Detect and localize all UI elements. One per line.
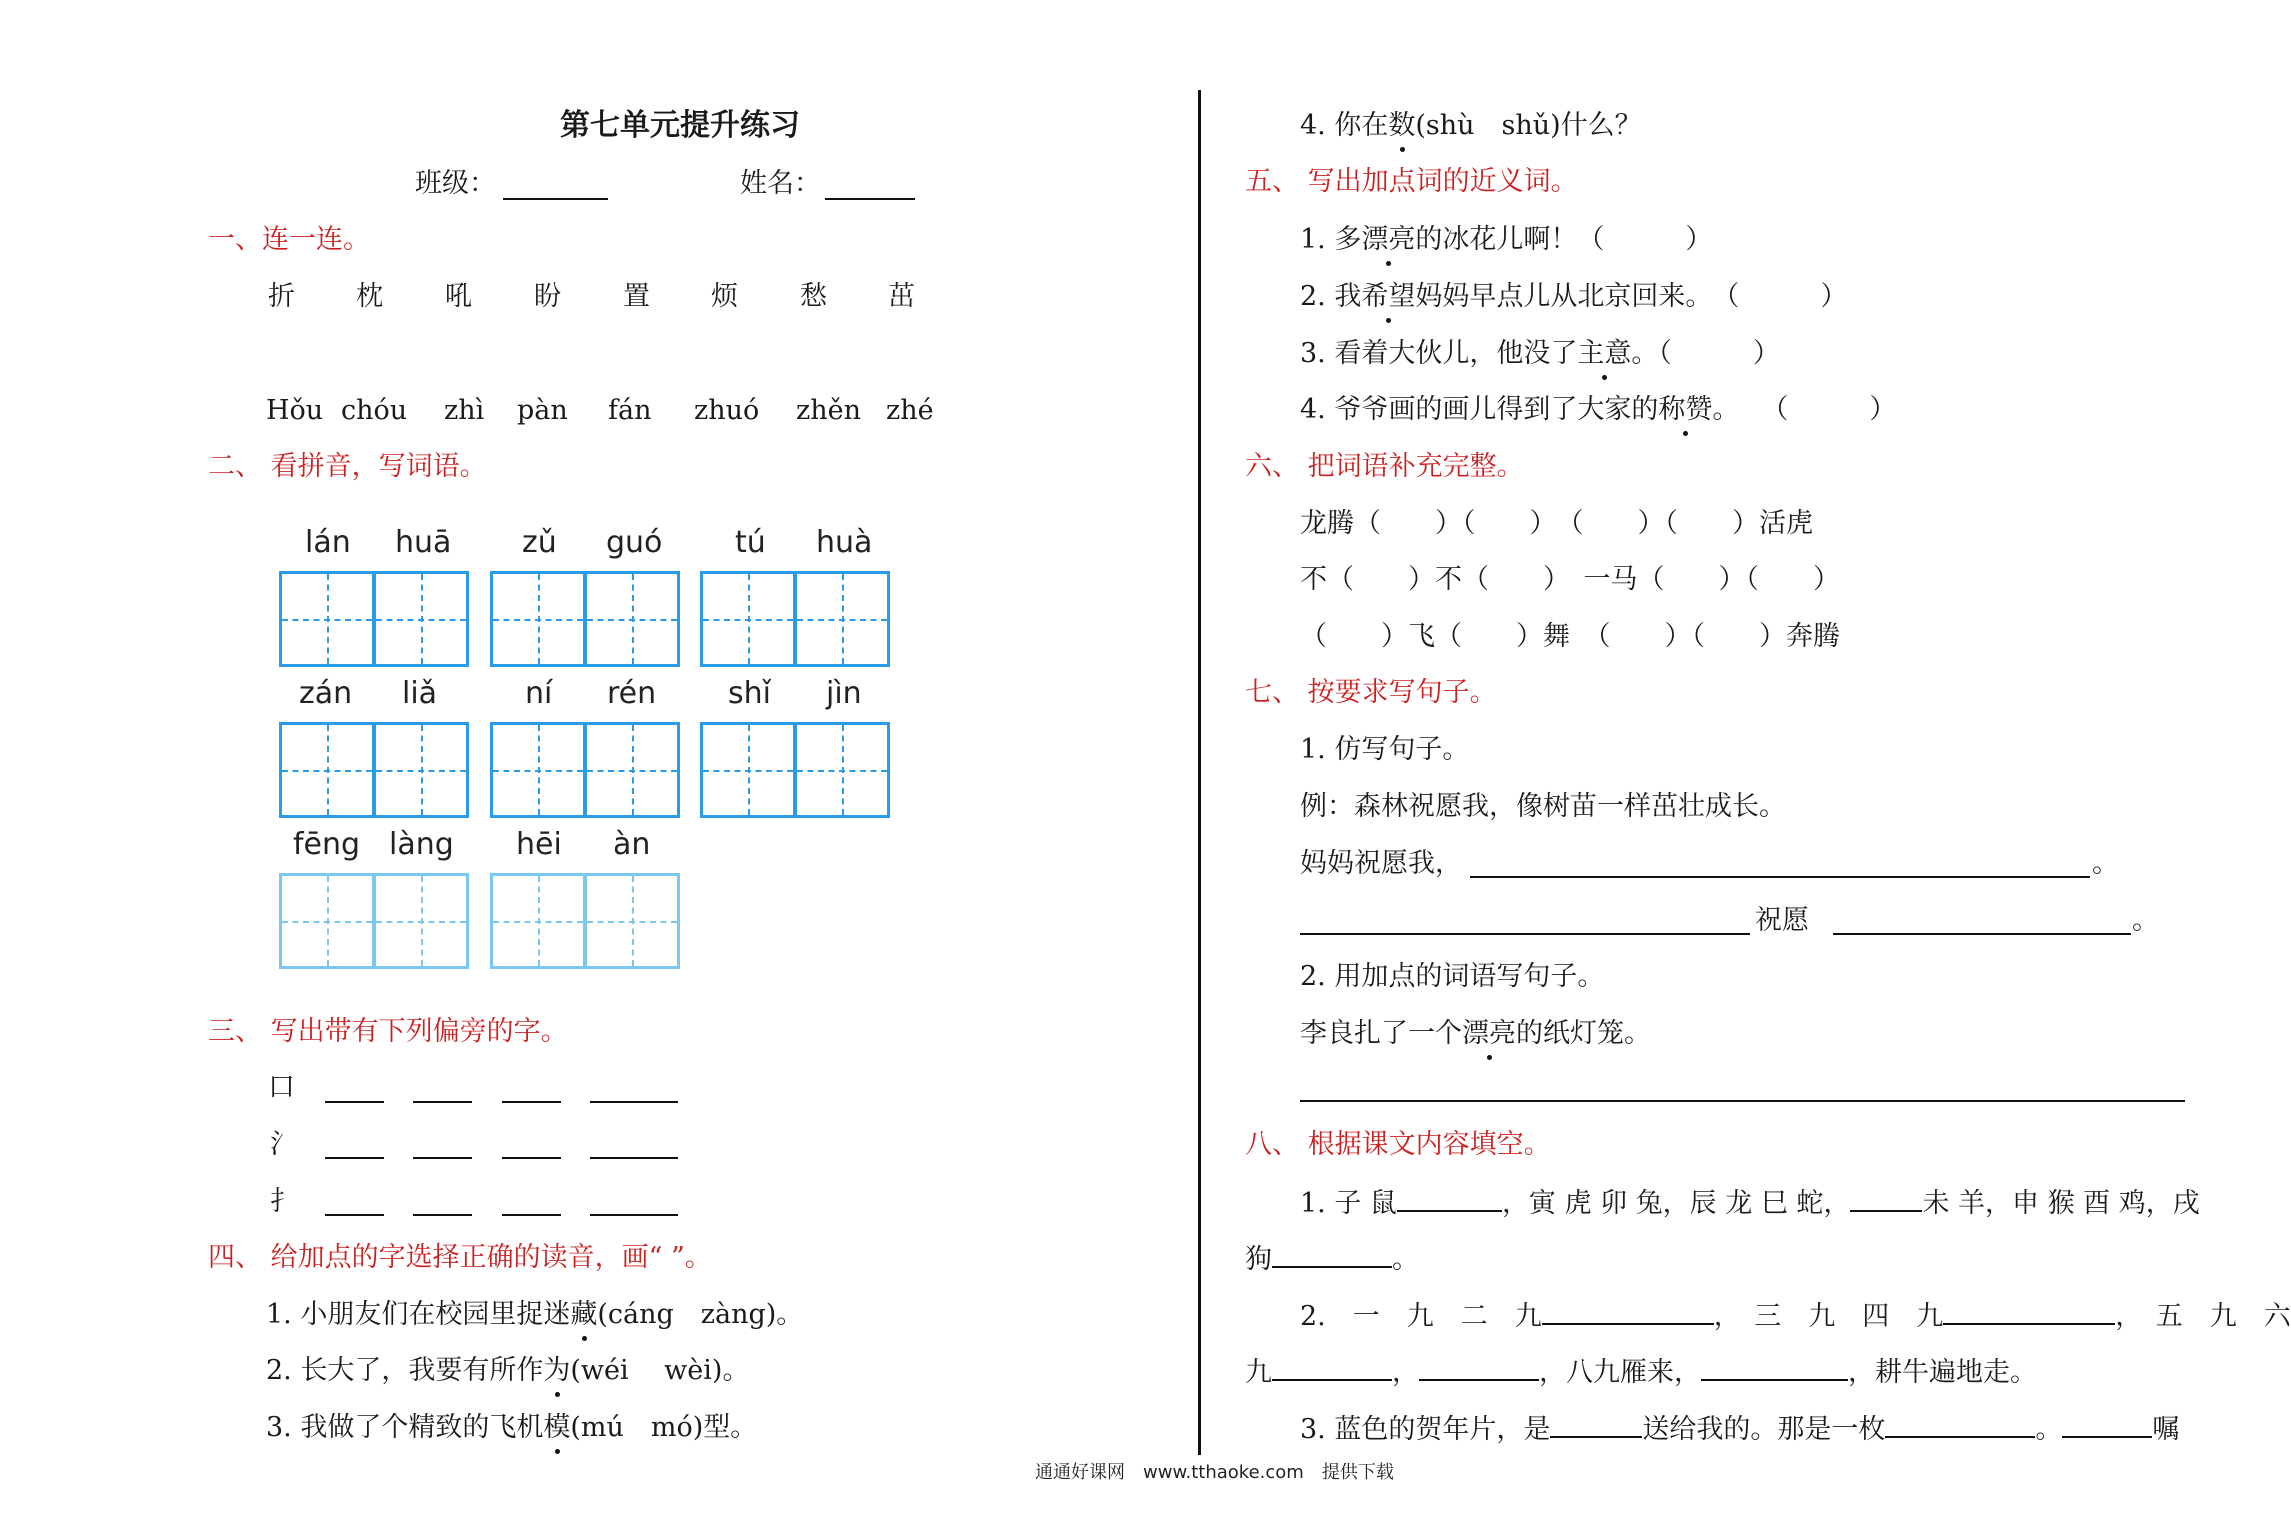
fill-text: 3. 蓝色的贺年片，是 <box>1300 1414 1551 1445</box>
dotted-word: 主意 <box>1577 336 1631 372</box>
example-sentence: 例：森林祝愿我，像树苗一样茁壮成长。 <box>1300 791 1786 822</box>
radical-label: 扌 <box>270 1186 297 1217</box>
question-5-3 <box>1300 336 1780 372</box>
fill-line-3 <box>1300 1410 2179 1448</box>
answer-blank[interactable] <box>590 1075 678 1103</box>
question-4-2 <box>266 1353 749 1389</box>
connect-char[interactable]: 盼 <box>534 281 561 312</box>
connect-char[interactable]: 愁 <box>800 281 827 312</box>
section-1-heading: 一、连一连。 <box>208 224 370 255</box>
idiom-row-1[interactable]: 龙腾（ ）（ ） （ ）（ ）活虎 <box>1300 508 1813 539</box>
pinyin-label: liǎ <box>402 676 438 711</box>
question-7-2: 2. 用加点的词语写句子。 <box>1300 961 1605 992</box>
dotted-word: 称赞 <box>1658 392 1712 428</box>
period-mark: 。 <box>2132 905 2159 936</box>
fill-line-2 <box>1300 1297 2291 1335</box>
dotted-char: 为 <box>543 1353 570 1389</box>
pinyin-label: huà <box>816 525 873 560</box>
fill-text: 嘱 <box>2152 1414 2180 1445</box>
question-5-1 <box>1300 222 1712 258</box>
answer-blank[interactable] <box>413 1075 472 1103</box>
answer-blank[interactable] <box>413 1131 472 1159</box>
connect-char[interactable]: 折 <box>268 281 295 312</box>
connect-pinyin[interactable]: Hǒu <box>266 395 324 426</box>
section-2-heading: 二、 看拼音，写词语。 <box>208 451 487 482</box>
answer-blank[interactable] <box>502 1075 561 1103</box>
section-6-heading: 六、 把词语补充完整。 <box>1245 451 1524 482</box>
question-4-4 <box>1300 108 1642 144</box>
question-text: 3. 我做了个精致的飞机 <box>266 1412 544 1443</box>
question-text: 2. 长大了，我要有所作 <box>266 1355 544 1386</box>
column-divider <box>1198 90 1201 1455</box>
writing-grid-cell[interactable] <box>373 722 469 818</box>
pinyin-label: huā <box>395 525 452 560</box>
name-label: 姓名： <box>740 168 821 199</box>
writing-grid-cell[interactable] <box>700 571 796 667</box>
sentence-prompt <box>1300 1016 1651 1052</box>
connect-pinyin[interactable]: zhěn <box>796 395 861 426</box>
question-text: 4. 你在 <box>1300 110 1389 141</box>
idiom-row-3[interactable]: （ ）飞（ ）舞 （ ）（ ）奔腾 <box>1300 621 1840 652</box>
answer-blank[interactable] <box>325 1075 384 1103</box>
answer-blank[interactable] <box>1885 1410 2035 1438</box>
fill-text: 九 <box>1245 1357 1272 1388</box>
question-5-4 <box>1300 392 1896 428</box>
answer-blank[interactable] <box>325 1131 384 1159</box>
reading-options[interactable]: (mú mó)型。 <box>570 1412 758 1443</box>
dotted-char: 藏 <box>570 1297 597 1333</box>
period-mark: 。 <box>2092 848 2119 879</box>
writing-grid-cell[interactable] <box>794 722 890 818</box>
answer-blank[interactable] <box>502 1188 561 1216</box>
connect-pinyin[interactable]: zhuó <box>694 395 760 426</box>
answer-blank[interactable] <box>1850 1184 1922 1212</box>
dotted-char: 模 <box>543 1410 570 1446</box>
answer-blank[interactable] <box>1550 1410 1642 1438</box>
answer-blank[interactable] <box>1943 1297 2115 1325</box>
writing-grid-cell[interactable] <box>584 722 680 818</box>
answer-bracket[interactable]: 的冰花儿啊！（ ） <box>1415 224 1713 255</box>
pinyin-label: shǐ <box>728 676 771 711</box>
imitation-line-start: 妈妈祝愿我， <box>1300 848 1462 879</box>
fill-text: ，耕牛遍地走。 <box>1848 1357 2037 1388</box>
section-3-heading: 三、 写出带有下列偏旁的字。 <box>208 1016 568 1047</box>
question-7-1: 1. 仿写句子。 <box>1300 734 1470 765</box>
answer-blank[interactable] <box>2062 1410 2152 1438</box>
answer-blank[interactable] <box>590 1188 678 1216</box>
reading-options[interactable]: (cáng zàng)。 <box>597 1299 804 1330</box>
name-blank[interactable] <box>825 172 915 200</box>
pinyin-label: tú <box>735 525 766 560</box>
question-5-2 <box>1300 279 1847 315</box>
writing-grid-cell[interactable] <box>490 722 586 818</box>
page-title: 第七单元提升练习 <box>560 108 800 143</box>
dotted-word: 漂亮 <box>1462 1016 1516 1052</box>
connect-pinyin[interactable]: pàn <box>517 395 568 426</box>
fill-text: 1. 子 鼠 <box>1300 1188 1397 1219</box>
class-blank[interactable] <box>503 172 608 200</box>
answer-blank[interactable] <box>1272 1353 1392 1381</box>
answer-blank[interactable] <box>590 1131 678 1159</box>
fill-text: ，八九雁来， <box>1539 1357 1701 1388</box>
fill-text: ， 三 九 四 九 <box>1713 1301 1944 1332</box>
fill-text: ， <box>1392 1357 1419 1388</box>
sentence-text: 李良扎了一个 <box>1300 1018 1462 1049</box>
answer-blank[interactable] <box>502 1131 561 1159</box>
answer-blank[interactable] <box>1701 1353 1848 1381</box>
question-text: 1. 多 <box>1300 224 1362 255</box>
connect-char[interactable]: 茁 <box>888 281 915 312</box>
pinyin-label: ní <box>525 676 553 711</box>
answer-blank[interactable] <box>1300 1074 2185 1102</box>
connect-pinyin[interactable]: chóu <box>341 395 408 426</box>
pinyin-label: hēi <box>516 827 562 862</box>
pinyin-label: fēng <box>293 827 361 862</box>
pinyin-label: làng <box>389 827 454 862</box>
question-text: 2. 我 <box>1300 281 1362 312</box>
section-8-heading: 八、 根据课文内容填空。 <box>1245 1129 1551 1160</box>
writing-grid-cell[interactable] <box>700 722 796 818</box>
footer-credit: 通通好课网 www.tthaoke.com 提供下载 <box>1035 1462 1394 1483</box>
section-5-heading: 五、 写出加点词的近义词。 <box>1245 166 1578 197</box>
answer-blank[interactable] <box>325 1188 384 1216</box>
writing-grid-cell[interactable] <box>279 571 375 667</box>
pinyin-label: jìn <box>826 676 862 711</box>
question-text: 1. 小朋友们在校园里捉迷 <box>266 1299 571 1330</box>
connect-char[interactable]: 烦 <box>711 281 738 312</box>
connect-char[interactable]: 枕 <box>356 281 383 312</box>
pinyin-label: zǔ <box>522 525 557 560</box>
right-column <box>1215 0 2291 1536</box>
dotted-char: 数 <box>1388 108 1415 144</box>
pinyin-label: lán <box>305 525 351 560</box>
idiom-row-2[interactable]: 不（ ）不（ ） 一马（ ）（ ） <box>1300 564 1840 595</box>
answer-blank[interactable] <box>1833 907 2131 935</box>
answer-bracket[interactable]: 妈妈早点儿从北京回来。 （ ） <box>1415 281 1848 312</box>
fill-text: 狗 <box>1245 1244 1272 1275</box>
connect-pinyin[interactable]: zhé <box>886 395 934 426</box>
writing-grid-cell[interactable] <box>490 873 586 969</box>
writing-grid-cell[interactable] <box>490 571 586 667</box>
writing-grid-cell[interactable] <box>279 873 375 969</box>
section-7-heading: 七、 按要求写句子。 <box>1245 677 1497 708</box>
question-4-3 <box>266 1410 757 1446</box>
fill-text: 。 <box>2035 1414 2063 1445</box>
writing-grid-cell[interactable] <box>279 722 375 818</box>
answer-blank[interactable] <box>1470 850 2090 878</box>
answer-blank[interactable] <box>1419 1353 1539 1381</box>
radical-label: 氵 <box>270 1129 297 1160</box>
answer-blank[interactable] <box>413 1188 472 1216</box>
answer-bracket[interactable]: 。 （ ） <box>1712 394 1897 425</box>
answer-blank[interactable] <box>1272 1240 1392 1268</box>
sentence-text: 的纸灯笼。 <box>1516 1018 1651 1049</box>
radical-label: 口 <box>268 1072 295 1103</box>
dotted-word: 漂亮 <box>1361 222 1415 258</box>
dotted-word: 希望 <box>1361 279 1415 315</box>
writing-grid-cell[interactable] <box>584 571 680 667</box>
connect-char[interactable]: 置 <box>623 281 650 312</box>
writing-grid-cell[interactable] <box>584 873 680 969</box>
fill-text: ，寅 虎 卯 兔，辰 龙 巳 蛇， <box>1501 1188 1851 1219</box>
fill-line-1 <box>1300 1184 2200 1222</box>
connect-pinyin[interactable]: zhì <box>444 395 485 426</box>
fill-text: 未 羊，申 猴 酉 鸡，戌 <box>1922 1188 2200 1219</box>
pinyin-label: rén <box>607 676 657 711</box>
fill-text: 。 <box>1392 1244 1419 1275</box>
writing-grid-cell[interactable] <box>373 873 469 969</box>
question-text: 4. 爷爷画的画儿得到了大家的 <box>1300 394 1659 425</box>
writing-grid-cell[interactable] <box>794 571 890 667</box>
pinyin-label: zán <box>299 676 353 711</box>
reading-options[interactable]: (shù shǔ)什么？ <box>1415 110 1642 141</box>
answer-blank[interactable] <box>1397 1184 1502 1212</box>
class-label: 班级： <box>415 168 496 199</box>
answer-bracket[interactable]: 。（ ） <box>1631 338 1780 369</box>
pinyin-label: guó <box>606 525 663 560</box>
reading-options[interactable]: (wéi wèi)。 <box>570 1355 750 1386</box>
answer-blank[interactable] <box>1542 1297 1714 1325</box>
answer-blank[interactable] <box>1300 907 1750 935</box>
question-text: 3. 看着大伙儿，他没了 <box>1300 338 1578 369</box>
fill-text: ， 五 九 六 <box>2115 1301 2291 1332</box>
connect-pinyin[interactable]: fán <box>608 395 652 426</box>
fill-text: 2. 一 九 二 九 <box>1300 1301 1542 1332</box>
section-4-heading: 四、 给加点的字选择正确的读音，画“ ”。 <box>208 1242 712 1273</box>
fill-line-2-cont <box>1245 1353 2037 1391</box>
writing-grid-cell[interactable] <box>373 571 469 667</box>
pinyin-label: àn <box>613 827 651 862</box>
connect-char[interactable]: 吼 <box>445 281 472 312</box>
wish-word: 祝愿 <box>1755 905 1809 936</box>
fill-text: 送给我的。那是一枚 <box>1642 1414 1886 1445</box>
question-4-1 <box>266 1297 803 1333</box>
fill-line-1-cont <box>1245 1240 1419 1278</box>
